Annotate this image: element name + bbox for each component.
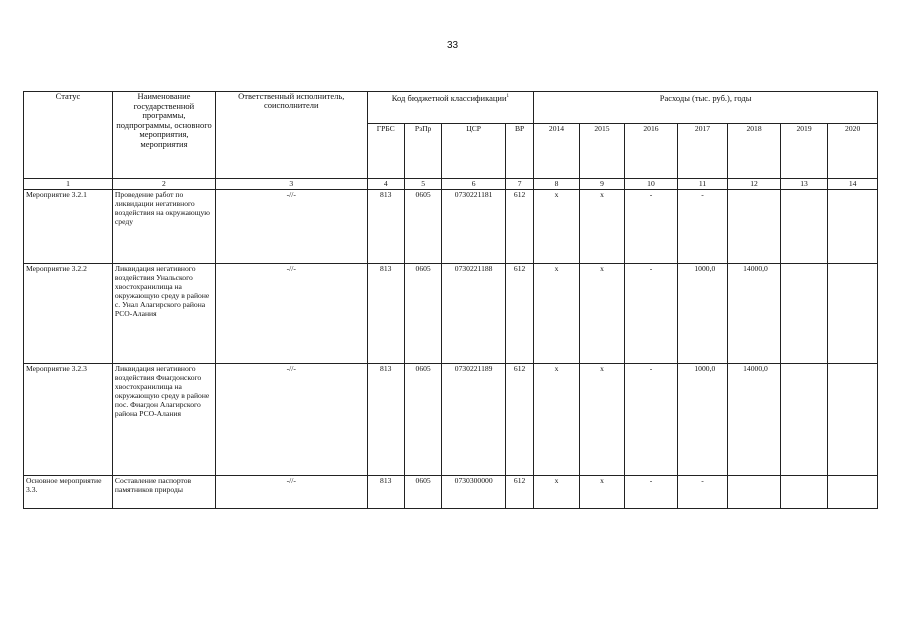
column-number: 10 [625, 179, 678, 190]
column-number: 11 [677, 179, 728, 190]
row-year-2017: - [677, 476, 728, 509]
budget-table [23, 91, 878, 509]
row-year-2017: 1000,0 [677, 264, 728, 364]
column-number: 6 [442, 179, 506, 190]
row-rzpr: 0605 [404, 476, 441, 509]
row-vr: 612 [505, 190, 533, 264]
column-number: 14 [828, 179, 878, 190]
row-year-2019 [780, 190, 827, 264]
column-number: 12 [728, 179, 781, 190]
column-number: 13 [780, 179, 827, 190]
row-year-2016: - [625, 264, 678, 364]
row-csr: 0730221188 [442, 264, 506, 364]
row-year-2016: - [625, 476, 678, 509]
header-status: Статус [24, 92, 113, 179]
row-year-2015: x [579, 476, 624, 509]
header-code-vr: ВР [505, 124, 533, 179]
column-number: 4 [367, 179, 404, 190]
column-number: 2 [112, 179, 215, 190]
row-csr: 0730221181 [442, 190, 506, 264]
row-vr: 612 [505, 264, 533, 364]
row-year-2015: x [579, 364, 624, 476]
header-budget-code [367, 92, 534, 124]
row-year-2016: - [625, 364, 678, 476]
row-year-2018: 14000,0 [728, 264, 781, 364]
row-grbs: 813 [367, 476, 404, 509]
row-csr: 0730221189 [442, 364, 506, 476]
table-row [24, 190, 878, 264]
row-year-2020 [828, 476, 878, 509]
column-number: 7 [505, 179, 533, 190]
row-year-2014: x [534, 190, 579, 264]
table-row [24, 364, 878, 476]
row-year-2020 [828, 264, 878, 364]
row-rzpr: 0605 [404, 264, 441, 364]
row-csr: 0730300000 [442, 476, 506, 509]
row-name: Ликвидация негативного воздействия Фиагдонского хвостохранилища на окружающую среду в районе пос. Фиагдон Алагирского района РСО-Алания [112, 364, 215, 476]
row-year-2016: - [625, 190, 678, 264]
column-number: 3 [215, 179, 367, 190]
column-number: 5 [404, 179, 441, 190]
header-code-grbs: ГРБС [367, 124, 404, 179]
row-year-2014: x [534, 476, 579, 509]
column-number-row [24, 179, 878, 190]
row-executor: -//- [215, 476, 367, 509]
row-vr: 612 [505, 476, 533, 509]
header-name: Наименование государственной программы, подпрограммы, основного мероприятия, мероприятия [112, 92, 215, 179]
row-year-2014: x [534, 264, 579, 364]
row-year-2019 [780, 476, 827, 509]
table-row [24, 264, 878, 364]
row-vr: 612 [505, 364, 533, 476]
row-rzpr: 0605 [404, 190, 441, 264]
row-name: Составление паспортов памятников природы [112, 476, 215, 509]
row-grbs: 813 [367, 364, 404, 476]
column-number: 9 [579, 179, 624, 190]
header-year-2020: 2020 [828, 124, 878, 179]
row-year-2020 [828, 190, 878, 264]
row-grbs: 813 [367, 264, 404, 364]
column-number: 8 [534, 179, 579, 190]
header-budget-code-footnote: 1 [506, 94, 510, 99]
row-year-2019 [780, 264, 827, 364]
header-year-2016: 2016 [625, 124, 678, 179]
row-year-2014: x [534, 364, 579, 476]
row-status: Основное мероприятие 3.3. [24, 476, 113, 509]
page-number: 33 [446, 40, 459, 51]
row-year-2017: 1000,0 [677, 364, 728, 476]
row-year-2015: x [579, 190, 624, 264]
row-executor: -//- [215, 190, 367, 264]
row-year-2018: 14000,0 [728, 364, 781, 476]
row-executor: -//- [215, 264, 367, 364]
table-row [24, 476, 878, 509]
header-code-csr: ЦСР [442, 124, 506, 179]
header-year-2018: 2018 [728, 124, 781, 179]
row-name: Проведение работ по ликвидации негативного воздействия на окружающую среду [112, 190, 215, 264]
row-year-2019 [780, 364, 827, 476]
header-code-rzpr: РзПр [404, 124, 441, 179]
row-name: Ликвидация негативного воздействия Унальского хвостохранилища на окружающую среду в районе с. Унал Алагирского района РСО-Алания [112, 264, 215, 364]
row-grbs: 813 [367, 190, 404, 264]
header-budget-code-text: Код бюджетной классификации [391, 92, 507, 103]
row-rzpr: 0605 [404, 364, 441, 476]
row-year-2018 [728, 190, 781, 264]
row-status: Мероприятие 3.2.3 [24, 364, 113, 476]
row-year-2017: - [677, 190, 728, 264]
header-executor: Ответственный исполнитель, соисполнители [215, 92, 367, 179]
row-executor: -//- [215, 364, 367, 476]
header-year-2014: 2014 [534, 124, 579, 179]
row-year-2018 [728, 476, 781, 509]
header-year-2015: 2015 [579, 124, 624, 179]
column-number: 1 [24, 179, 113, 190]
header-expenses: Расходы (тыс. руб.), годы [534, 92, 878, 124]
row-year-2020 [828, 364, 878, 476]
header-year-2019: 2019 [780, 124, 827, 179]
row-status: Мероприятие 3.2.2 [24, 264, 113, 364]
row-status: Мероприятие 3.2.1 [24, 190, 113, 264]
row-year-2015: x [579, 264, 624, 364]
header-year-2017: 2017 [677, 124, 728, 179]
